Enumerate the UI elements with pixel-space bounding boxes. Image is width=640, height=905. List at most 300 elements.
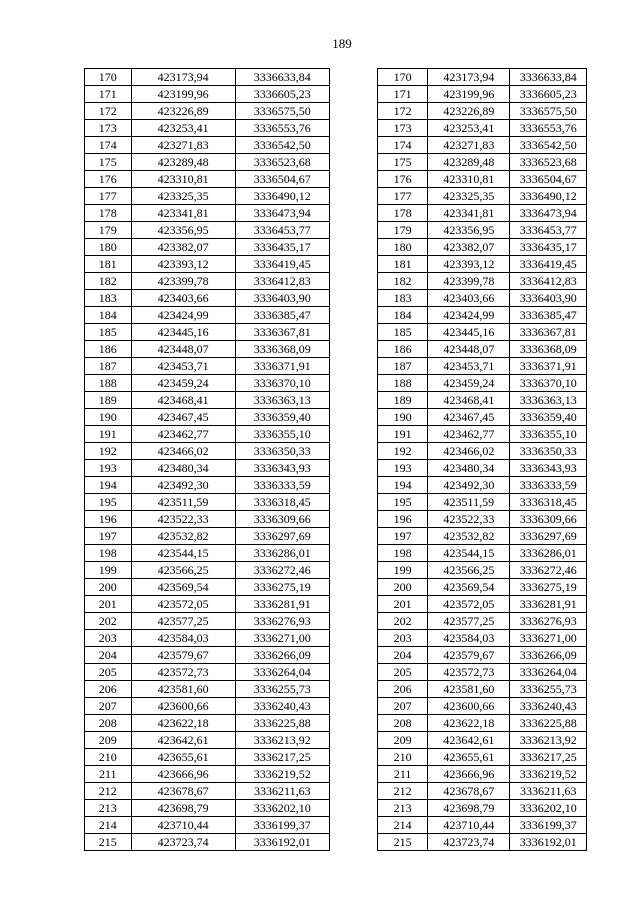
- y-coordinate-cell: 3336350,33: [510, 443, 587, 460]
- y-coordinate-cell: 3336202,10: [235, 800, 329, 817]
- x-coordinate-cell: 423600,66: [131, 698, 235, 715]
- point-number-cell: 184: [85, 307, 132, 324]
- y-coordinate-cell: 3336286,01: [235, 545, 329, 562]
- point-number-cell: 182: [85, 273, 132, 290]
- y-coordinate-cell: 3336281,91: [235, 596, 329, 613]
- y-coordinate-cell: 3336523,68: [510, 154, 587, 171]
- point-number-cell: 208: [85, 715, 132, 732]
- point-number-cell: 205: [378, 664, 428, 681]
- table-row: [378, 307, 587, 324]
- point-number-cell: 204: [85, 647, 132, 664]
- point-number-cell: 201: [378, 596, 428, 613]
- y-coordinate-cell: 3336504,67: [235, 171, 329, 188]
- y-coordinate-cell: 3336403,90: [510, 290, 587, 307]
- point-number-cell: 201: [85, 596, 132, 613]
- table-row: [85, 154, 330, 171]
- table-row: [85, 732, 330, 749]
- table-row: [85, 766, 330, 783]
- table-row: [378, 681, 587, 698]
- table-row: [378, 834, 587, 851]
- y-coordinate-cell: 3336264,04: [510, 664, 587, 681]
- table-row: [85, 562, 330, 579]
- point-number-cell: 188: [378, 375, 428, 392]
- table-row: [85, 392, 330, 409]
- table-row: [85, 715, 330, 732]
- point-number-cell: 172: [378, 103, 428, 120]
- x-coordinate-cell: 423445,16: [428, 324, 510, 341]
- y-coordinate-cell: 3336211,63: [510, 783, 587, 800]
- table-row: [85, 239, 330, 256]
- table-row: [378, 103, 587, 120]
- point-number-cell: 174: [85, 137, 132, 154]
- x-coordinate-cell: 423532,82: [131, 528, 235, 545]
- table-row: [378, 69, 587, 86]
- table-row: [85, 205, 330, 222]
- x-coordinate-cell: 423492,30: [428, 477, 510, 494]
- y-coordinate-cell: 3336403,90: [235, 290, 329, 307]
- table-row: [378, 630, 587, 647]
- y-coordinate-cell: 3336371,91: [235, 358, 329, 375]
- point-number-cell: 180: [378, 239, 428, 256]
- y-coordinate-cell: 3336542,50: [235, 137, 329, 154]
- table-row: [85, 409, 330, 426]
- table-row: [85, 222, 330, 239]
- x-coordinate-cell: 423462,77: [428, 426, 510, 443]
- table-row: [378, 375, 587, 392]
- table-row: [378, 579, 587, 596]
- x-coordinate-cell: 423666,96: [428, 766, 510, 783]
- table-row: [85, 511, 330, 528]
- table-row: [85, 86, 330, 103]
- x-coordinate-cell: 423453,71: [428, 358, 510, 375]
- x-coordinate-cell: 423403,66: [131, 290, 235, 307]
- x-coordinate-cell: 423325,35: [131, 188, 235, 205]
- point-number-cell: 186: [85, 341, 132, 358]
- table-row: [378, 766, 587, 783]
- y-coordinate-cell: 3336435,17: [235, 239, 329, 256]
- x-coordinate-cell: 423468,41: [428, 392, 510, 409]
- point-number-cell: 188: [85, 375, 132, 392]
- table-row: [85, 120, 330, 137]
- point-number-cell: 212: [85, 783, 132, 800]
- y-coordinate-cell: 3336199,37: [510, 817, 587, 834]
- y-coordinate-cell: 3336363,13: [510, 392, 587, 409]
- table-row: [378, 477, 587, 494]
- table-row: [378, 817, 587, 834]
- point-number-cell: 184: [378, 307, 428, 324]
- point-number-cell: 171: [85, 86, 132, 103]
- y-coordinate-cell: 3336276,93: [510, 613, 587, 630]
- y-coordinate-cell: 3336225,88: [510, 715, 587, 732]
- table-row: [85, 681, 330, 698]
- table-row: [85, 307, 330, 324]
- table-row: [378, 137, 587, 154]
- point-number-cell: 191: [85, 426, 132, 443]
- table-row: [85, 698, 330, 715]
- point-number-cell: 210: [378, 749, 428, 766]
- y-coordinate-cell: 3336192,01: [235, 834, 329, 851]
- y-coordinate-cell: 3336275,19: [510, 579, 587, 596]
- y-coordinate-cell: 3336217,25: [235, 749, 329, 766]
- x-coordinate-cell: 423581,60: [428, 681, 510, 698]
- y-coordinate-cell: 3336217,25: [510, 749, 587, 766]
- x-coordinate-cell: 423710,44: [428, 817, 510, 834]
- y-coordinate-cell: 3336355,10: [235, 426, 329, 443]
- y-coordinate-cell: 3336542,50: [510, 137, 587, 154]
- x-coordinate-cell: 423382,07: [428, 239, 510, 256]
- table-row: [378, 120, 587, 137]
- table-row: [85, 273, 330, 290]
- point-number-cell: 175: [85, 154, 132, 171]
- x-coordinate-cell: 423356,95: [428, 222, 510, 239]
- y-coordinate-cell: 3336343,93: [235, 460, 329, 477]
- point-number-cell: 178: [85, 205, 132, 222]
- table-row: [85, 460, 330, 477]
- x-coordinate-cell: 423399,78: [131, 273, 235, 290]
- y-coordinate-cell: 3336275,19: [235, 579, 329, 596]
- y-coordinate-cell: 3336473,94: [510, 205, 587, 222]
- table-row: [378, 392, 587, 409]
- y-coordinate-cell: 3336359,40: [510, 409, 587, 426]
- point-number-cell: 173: [85, 120, 132, 137]
- x-coordinate-cell: 423511,59: [131, 494, 235, 511]
- y-coordinate-cell: 3336368,09: [510, 341, 587, 358]
- point-number-cell: 191: [378, 426, 428, 443]
- table-row: [85, 171, 330, 188]
- x-coordinate-cell: 423468,41: [131, 392, 235, 409]
- point-number-cell: 206: [378, 681, 428, 698]
- table-row: [85, 613, 330, 630]
- table-row: [378, 596, 587, 613]
- y-coordinate-cell: 3336225,88: [235, 715, 329, 732]
- point-number-cell: 170: [378, 69, 428, 86]
- point-number-cell: 210: [85, 749, 132, 766]
- y-coordinate-cell: 3336473,94: [235, 205, 329, 222]
- point-number-cell: 204: [378, 647, 428, 664]
- x-coordinate-cell: 423356,95: [131, 222, 235, 239]
- table-row: [85, 188, 330, 205]
- point-number-cell: 199: [85, 562, 132, 579]
- x-coordinate-cell: 423271,83: [131, 137, 235, 154]
- y-coordinate-cell: 3336453,77: [235, 222, 329, 239]
- x-coordinate-cell: 423453,71: [131, 358, 235, 375]
- point-number-cell: 190: [378, 409, 428, 426]
- point-number-cell: 175: [378, 154, 428, 171]
- x-coordinate-cell: 423393,12: [428, 256, 510, 273]
- point-number-cell: 179: [85, 222, 132, 239]
- x-coordinate-cell: 423199,96: [428, 86, 510, 103]
- x-coordinate-cell: 423566,25: [131, 562, 235, 579]
- point-number-cell: 177: [378, 188, 428, 205]
- table-row: [378, 698, 587, 715]
- x-coordinate-cell: 423480,34: [131, 460, 235, 477]
- x-coordinate-cell: 423666,96: [131, 766, 235, 783]
- y-coordinate-cell: 3336266,09: [510, 647, 587, 664]
- x-coordinate-cell: 423226,89: [131, 103, 235, 120]
- y-coordinate-cell: 3336281,91: [510, 596, 587, 613]
- y-coordinate-cell: 3336385,47: [510, 307, 587, 324]
- y-coordinate-cell: 3336240,43: [235, 698, 329, 715]
- x-coordinate-cell: 423310,81: [131, 171, 235, 188]
- y-coordinate-cell: 3336575,50: [510, 103, 587, 120]
- point-number-cell: 179: [378, 222, 428, 239]
- table-row: [378, 358, 587, 375]
- point-number-cell: 183: [378, 290, 428, 307]
- point-number-cell: 209: [85, 732, 132, 749]
- x-coordinate-cell: 423642,61: [131, 732, 235, 749]
- table-row: [85, 103, 330, 120]
- table-row: [378, 664, 587, 681]
- x-coordinate-cell: 423710,44: [131, 817, 235, 834]
- y-coordinate-cell: 3336490,12: [235, 188, 329, 205]
- table-row: [85, 324, 330, 341]
- y-coordinate-cell: 3336370,10: [235, 375, 329, 392]
- y-coordinate-cell: 3336412,83: [235, 273, 329, 290]
- point-number-cell: 214: [85, 817, 132, 834]
- point-number-cell: 195: [378, 494, 428, 511]
- table-row: [378, 86, 587, 103]
- y-coordinate-cell: 3336297,69: [235, 528, 329, 545]
- table-row: [378, 647, 587, 664]
- x-coordinate-cell: 423698,79: [131, 800, 235, 817]
- point-number-cell: 205: [85, 664, 132, 681]
- table-row: [378, 783, 587, 800]
- y-coordinate-cell: 3336271,00: [235, 630, 329, 647]
- y-coordinate-cell: 3336368,09: [235, 341, 329, 358]
- y-coordinate-cell: 3336490,12: [510, 188, 587, 205]
- point-number-cell: 189: [378, 392, 428, 409]
- y-coordinate-cell: 3336435,17: [510, 239, 587, 256]
- y-coordinate-cell: 3336359,40: [235, 409, 329, 426]
- y-coordinate-cell: 3336419,45: [510, 256, 587, 273]
- point-number-cell: 174: [378, 137, 428, 154]
- table-row: [85, 375, 330, 392]
- point-number-cell: 214: [378, 817, 428, 834]
- point-number-cell: 172: [85, 103, 132, 120]
- page-number: 189: [332, 36, 352, 51]
- x-coordinate-cell: 423424,99: [428, 307, 510, 324]
- point-number-cell: 193: [378, 460, 428, 477]
- x-coordinate-cell: 423310,81: [428, 171, 510, 188]
- y-coordinate-cell: 3336355,10: [510, 426, 587, 443]
- y-coordinate-cell: 3336219,52: [510, 766, 587, 783]
- table-row: [378, 188, 587, 205]
- point-number-cell: 213: [85, 800, 132, 817]
- table-row: [378, 460, 587, 477]
- y-coordinate-cell: 3336219,52: [235, 766, 329, 783]
- point-number-cell: 193: [85, 460, 132, 477]
- table-row: [378, 443, 587, 460]
- x-coordinate-cell: 423572,05: [428, 596, 510, 613]
- x-coordinate-cell: 423584,03: [428, 630, 510, 647]
- x-coordinate-cell: 423584,03: [131, 630, 235, 647]
- table-row: [85, 749, 330, 766]
- table-row: [378, 324, 587, 341]
- point-number-cell: 194: [85, 477, 132, 494]
- x-coordinate-cell: 423600,66: [428, 698, 510, 715]
- x-coordinate-cell: 423566,25: [428, 562, 510, 579]
- x-coordinate-cell: 423271,83: [428, 137, 510, 154]
- table-row: [85, 630, 330, 647]
- table-row: [85, 800, 330, 817]
- x-coordinate-cell: 423577,25: [131, 613, 235, 630]
- x-coordinate-cell: 423723,74: [428, 834, 510, 851]
- y-coordinate-cell: 3336272,46: [510, 562, 587, 579]
- y-coordinate-cell: 3336240,43: [510, 698, 587, 715]
- x-coordinate-cell: 423572,73: [131, 664, 235, 681]
- point-number-cell: 211: [378, 766, 428, 783]
- point-number-cell: 181: [378, 256, 428, 273]
- point-number-cell: 194: [378, 477, 428, 494]
- x-coordinate-cell: 423199,96: [131, 86, 235, 103]
- point-number-cell: 215: [85, 834, 132, 851]
- point-number-cell: 211: [85, 766, 132, 783]
- x-coordinate-cell: 423173,94: [428, 69, 510, 86]
- x-coordinate-cell: 423655,61: [428, 749, 510, 766]
- y-coordinate-cell: 3336371,91: [510, 358, 587, 375]
- x-coordinate-cell: 423544,15: [131, 545, 235, 562]
- table-row: [85, 69, 330, 86]
- x-coordinate-cell: 423173,94: [131, 69, 235, 86]
- x-coordinate-cell: 423572,05: [131, 596, 235, 613]
- table-row: [85, 647, 330, 664]
- y-coordinate-cell: 3336276,93: [235, 613, 329, 630]
- x-coordinate-cell: 423399,78: [428, 273, 510, 290]
- y-coordinate-cell: 3336255,73: [510, 681, 587, 698]
- y-coordinate-cell: 3336213,92: [510, 732, 587, 749]
- point-number-cell: 197: [378, 528, 428, 545]
- x-coordinate-cell: 423532,82: [428, 528, 510, 545]
- table-row: [85, 256, 330, 273]
- point-number-cell: 173: [378, 120, 428, 137]
- y-coordinate-cell: 3336350,33: [235, 443, 329, 460]
- x-coordinate-cell: 423622,18: [428, 715, 510, 732]
- x-coordinate-cell: 423467,45: [131, 409, 235, 426]
- point-number-cell: 198: [85, 545, 132, 562]
- table-row: [378, 545, 587, 562]
- x-coordinate-cell: 423678,67: [428, 783, 510, 800]
- x-coordinate-cell: 423459,24: [428, 375, 510, 392]
- point-number-cell: 192: [378, 443, 428, 460]
- x-coordinate-cell: 423655,61: [131, 749, 235, 766]
- point-number-cell: 171: [378, 86, 428, 103]
- x-coordinate-cell: 423253,41: [428, 120, 510, 137]
- table-row: [85, 579, 330, 596]
- x-coordinate-cell: 423226,89: [428, 103, 510, 120]
- y-coordinate-cell: 3336264,04: [235, 664, 329, 681]
- y-coordinate-cell: 3336523,68: [235, 154, 329, 171]
- x-coordinate-cell: 423569,54: [428, 579, 510, 596]
- x-coordinate-cell: 423698,79: [428, 800, 510, 817]
- point-number-cell: 202: [85, 613, 132, 630]
- table-row: [378, 749, 587, 766]
- table-row: [378, 222, 587, 239]
- coordinates-table-left: [84, 68, 330, 851]
- y-coordinate-cell: 3336211,63: [235, 783, 329, 800]
- y-coordinate-cell: 3336343,93: [510, 460, 587, 477]
- table-row: [85, 137, 330, 154]
- y-coordinate-cell: 3336605,23: [235, 86, 329, 103]
- point-number-cell: 203: [378, 630, 428, 647]
- table-row: [378, 171, 587, 188]
- x-coordinate-cell: 423289,48: [131, 154, 235, 171]
- y-coordinate-cell: 3336412,83: [510, 273, 587, 290]
- point-number-cell: 198: [378, 545, 428, 562]
- x-coordinate-cell: 423511,59: [428, 494, 510, 511]
- point-number-cell: 196: [85, 511, 132, 528]
- point-number-cell: 207: [378, 698, 428, 715]
- y-coordinate-cell: 3336202,10: [510, 800, 587, 817]
- x-coordinate-cell: 423492,30: [131, 477, 235, 494]
- y-coordinate-cell: 3336367,81: [510, 324, 587, 341]
- y-coordinate-cell: 3336605,23: [510, 86, 587, 103]
- x-coordinate-cell: 423581,60: [131, 681, 235, 698]
- point-number-cell: 187: [378, 358, 428, 375]
- x-coordinate-cell: 423459,24: [131, 375, 235, 392]
- point-number-cell: 208: [378, 715, 428, 732]
- table-row: [85, 477, 330, 494]
- y-coordinate-cell: 3336318,45: [510, 494, 587, 511]
- y-coordinate-cell: 3336633,84: [510, 69, 587, 86]
- x-coordinate-cell: 423577,25: [428, 613, 510, 630]
- point-number-cell: 185: [85, 324, 132, 341]
- y-coordinate-cell: 3336286,01: [510, 545, 587, 562]
- x-coordinate-cell: 423466,02: [131, 443, 235, 460]
- table-row: [378, 426, 587, 443]
- x-coordinate-cell: 423393,12: [131, 256, 235, 273]
- table-row: [85, 358, 330, 375]
- x-coordinate-cell: 423462,77: [131, 426, 235, 443]
- y-coordinate-cell: 3336318,45: [235, 494, 329, 511]
- x-coordinate-cell: 423403,66: [428, 290, 510, 307]
- y-coordinate-cell: 3336453,77: [510, 222, 587, 239]
- y-coordinate-cell: 3336309,66: [235, 511, 329, 528]
- point-number-cell: 209: [378, 732, 428, 749]
- x-coordinate-cell: 423445,16: [131, 324, 235, 341]
- table-row: [378, 290, 587, 307]
- x-coordinate-cell: 423467,45: [428, 409, 510, 426]
- y-coordinate-cell: 3336271,00: [510, 630, 587, 647]
- y-coordinate-cell: 3336192,01: [510, 834, 587, 851]
- table-row: [378, 341, 587, 358]
- table-row: [85, 783, 330, 800]
- table-row: [378, 528, 587, 545]
- table-row: [378, 732, 587, 749]
- table-row: [378, 613, 587, 630]
- point-number-cell: 206: [85, 681, 132, 698]
- table-row: [378, 715, 587, 732]
- y-coordinate-cell: 3336575,50: [235, 103, 329, 120]
- table-row: [378, 256, 587, 273]
- point-number-cell: 181: [85, 256, 132, 273]
- table-row: [378, 562, 587, 579]
- y-coordinate-cell: 3336504,67: [510, 171, 587, 188]
- x-coordinate-cell: 423289,48: [428, 154, 510, 171]
- point-number-cell: 185: [378, 324, 428, 341]
- y-coordinate-cell: 3336333,59: [235, 477, 329, 494]
- point-number-cell: 178: [378, 205, 428, 222]
- x-coordinate-cell: 423579,67: [131, 647, 235, 664]
- table-row: [85, 341, 330, 358]
- point-number-cell: 177: [85, 188, 132, 205]
- y-coordinate-cell: 3336255,73: [235, 681, 329, 698]
- point-number-cell: 170: [85, 69, 132, 86]
- table-row: [378, 205, 587, 222]
- point-number-cell: 202: [378, 613, 428, 630]
- table-row: [378, 154, 587, 171]
- table-row: [378, 409, 587, 426]
- x-coordinate-cell: 423448,07: [428, 341, 510, 358]
